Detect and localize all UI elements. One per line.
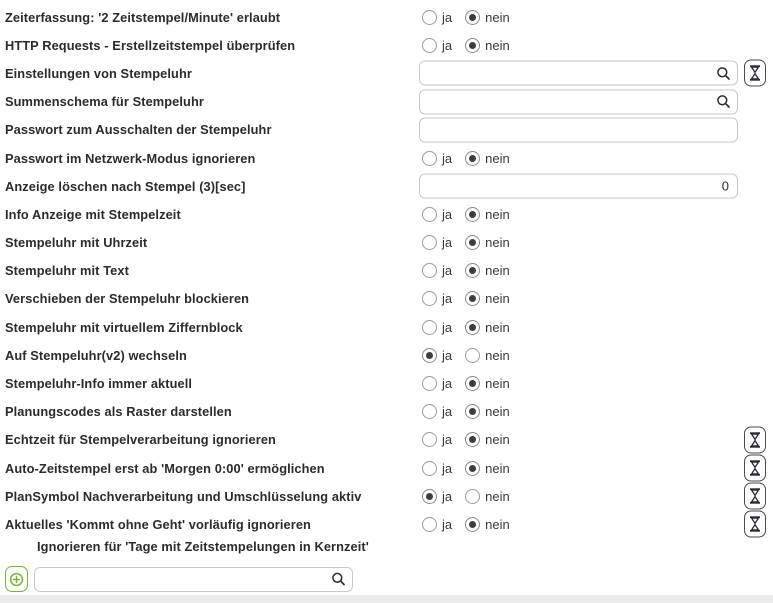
radio-ja-label[interactable]: ja bbox=[442, 347, 453, 363]
radio-ja[interactable] bbox=[422, 151, 437, 166]
settings-row bbox=[0, 398, 773, 426]
lookup-field bbox=[419, 89, 738, 114]
password-field bbox=[419, 117, 738, 142]
hourglass-icon bbox=[748, 65, 762, 82]
radio-ja-label[interactable]: ja bbox=[442, 37, 453, 53]
footer-lookup-field bbox=[34, 567, 353, 592]
setting-label: HTTP Requests - Erstellzeitstempel überprüfen bbox=[5, 37, 296, 53]
radio-nein-label[interactable]: nein bbox=[485, 404, 510, 420]
radio-ja[interactable] bbox=[422, 432, 437, 447]
number-field bbox=[419, 174, 738, 199]
settings-row bbox=[0, 313, 773, 341]
radio-ja[interactable] bbox=[422, 320, 437, 335]
search-icon[interactable] bbox=[716, 94, 731, 109]
hourglass-icon bbox=[748, 431, 762, 448]
radio-ja-label[interactable]: ja bbox=[442, 206, 453, 222]
footer-label-row bbox=[0, 539, 773, 555]
hourglass-icon bbox=[748, 516, 762, 533]
radio-nein[interactable] bbox=[465, 235, 480, 250]
radio-ja[interactable] bbox=[422, 517, 437, 532]
radio-ja-label[interactable]: ja bbox=[442, 488, 453, 504]
radio-nein[interactable] bbox=[465, 263, 480, 278]
radio-group bbox=[422, 489, 510, 504]
password-input[interactable] bbox=[420, 118, 737, 141]
settings-row bbox=[0, 229, 773, 257]
settings-row bbox=[0, 200, 773, 228]
radio-nein-label[interactable]: nein bbox=[485, 150, 510, 166]
radio-group bbox=[422, 235, 510, 250]
settings-row bbox=[0, 482, 773, 510]
radio-nein[interactable] bbox=[465, 38, 480, 53]
setting-label: Echtzeit für Stempelverarbeitung ignorieren bbox=[5, 432, 276, 448]
radio-ja[interactable] bbox=[422, 404, 437, 419]
radio-nein[interactable] bbox=[465, 10, 480, 25]
radio-group bbox=[422, 263, 510, 278]
radio-group bbox=[422, 376, 510, 391]
radio-nein[interactable] bbox=[465, 404, 480, 419]
setting-label: Stempeluhr-Info immer aktuell bbox=[5, 376, 193, 392]
radio-ja-label[interactable]: ja bbox=[442, 263, 453, 279]
radio-group bbox=[422, 348, 510, 363]
footer-lookup-input[interactable] bbox=[35, 568, 352, 591]
radio-nein-label[interactable]: nein bbox=[485, 516, 510, 532]
radio-nein[interactable] bbox=[465, 320, 480, 335]
radio-group bbox=[422, 320, 510, 335]
setting-label: Stempeluhr mit Uhrzeit bbox=[5, 235, 148, 251]
setting-label: Verschieben der Stempeluhr blockieren bbox=[5, 291, 250, 307]
setting-label: Stempeluhr mit Text bbox=[5, 263, 129, 279]
setting-label: Zeiterfassung: '2 Zeitstempel/Minute' erlaubt bbox=[5, 9, 281, 25]
search-icon[interactable] bbox=[716, 66, 731, 81]
radio-nein[interactable] bbox=[465, 151, 480, 166]
hourglass-button[interactable] bbox=[744, 60, 766, 87]
setting-label: Planungscodes als Raster darstellen bbox=[5, 404, 232, 420]
radio-nein-label[interactable]: nein bbox=[485, 376, 510, 392]
radio-ja[interactable] bbox=[422, 235, 437, 250]
bottom-divider bbox=[0, 595, 773, 603]
radio-ja-label[interactable]: ja bbox=[442, 404, 453, 420]
radio-nein[interactable] bbox=[465, 376, 480, 391]
radio-nein[interactable] bbox=[465, 489, 480, 504]
setting-label: PlanSymbol Nachverarbeitung und Umschlüsselung aktiv bbox=[5, 488, 362, 504]
radio-ja[interactable] bbox=[422, 348, 437, 363]
setting-label: Aktuelles 'Kommt ohne Geht' vorläufig ignorieren bbox=[5, 516, 311, 532]
setting-label: Stempeluhr mit virtuellem Ziffernblock bbox=[5, 319, 243, 335]
number-input[interactable] bbox=[420, 175, 737, 198]
radio-ja[interactable] bbox=[422, 461, 437, 476]
radio-ja[interactable] bbox=[422, 376, 437, 391]
radio-nein-label[interactable]: nein bbox=[485, 206, 510, 222]
radio-nein-label[interactable]: nein bbox=[485, 291, 510, 307]
hourglass-button[interactable] bbox=[744, 455, 766, 482]
settings-row bbox=[0, 369, 773, 397]
setting-label: Auto-Zeitstempel erst ab 'Morgen 0:00' ermöglichen bbox=[5, 460, 325, 476]
settings-row bbox=[0, 88, 773, 116]
hourglass-button[interactable] bbox=[744, 426, 766, 453]
lookup-input[interactable] bbox=[420, 90, 737, 113]
hourglass-icon bbox=[748, 488, 762, 505]
radio-ja[interactable] bbox=[422, 10, 437, 25]
radio-ja[interactable] bbox=[422, 291, 437, 306]
setting-label: Anzeige löschen nach Stempel (3)[sec] bbox=[5, 178, 246, 194]
radio-ja[interactable] bbox=[422, 38, 437, 53]
radio-group bbox=[422, 517, 510, 532]
radio-nein[interactable] bbox=[465, 291, 480, 306]
radio-nein-label[interactable]: nein bbox=[485, 9, 510, 25]
hourglass-icon bbox=[748, 460, 762, 477]
radio-nein[interactable] bbox=[465, 348, 480, 363]
hourglass-button[interactable] bbox=[744, 483, 766, 510]
lookup-input[interactable] bbox=[420, 62, 737, 85]
lookup-field bbox=[419, 61, 738, 86]
radio-ja-label[interactable]: ja bbox=[442, 291, 453, 307]
settings-row bbox=[0, 144, 773, 172]
setting-label: Passwort im Netzwerk-Modus ignorieren bbox=[5, 150, 256, 166]
radio-nein[interactable] bbox=[465, 461, 480, 476]
setting-label: Info Anzeige mit Stempelzeit bbox=[5, 206, 181, 222]
settings-row bbox=[0, 116, 773, 144]
radio-nein-label[interactable]: nein bbox=[485, 488, 510, 504]
radio-ja-label[interactable]: ja bbox=[442, 319, 453, 335]
radio-ja[interactable] bbox=[422, 263, 437, 278]
settings-row bbox=[0, 454, 773, 482]
settings-row bbox=[0, 341, 773, 369]
radio-group bbox=[422, 207, 510, 222]
radio-group bbox=[422, 38, 510, 53]
settings-row bbox=[0, 285, 773, 313]
search-icon[interactable] bbox=[331, 572, 346, 587]
radio-ja-label[interactable]: ja bbox=[442, 376, 453, 392]
radio-ja-label[interactable]: ja bbox=[442, 516, 453, 532]
radio-nein-label[interactable]: nein bbox=[485, 460, 510, 476]
radio-nein[interactable] bbox=[465, 517, 480, 532]
footer-label: Ignorieren für 'Tage mit Zeitstempelungen in Kernzeit' bbox=[37, 539, 369, 555]
settings-row bbox=[0, 31, 773, 59]
footer-controls bbox=[0, 566, 773, 593]
radio-ja-label[interactable]: ja bbox=[442, 9, 453, 25]
radio-group bbox=[422, 10, 510, 25]
radio-nein[interactable] bbox=[465, 207, 480, 222]
radio-nein-label[interactable]: nein bbox=[485, 235, 510, 251]
settings-row bbox=[0, 59, 773, 87]
radio-group bbox=[422, 151, 510, 166]
settings-row bbox=[0, 172, 773, 200]
setting-label: Auf Stempeluhr(v2) wechseln bbox=[5, 347, 187, 363]
add-button[interactable] bbox=[5, 566, 28, 592]
radio-nein-label[interactable]: nein bbox=[485, 263, 510, 279]
settings-row bbox=[0, 426, 773, 454]
radio-nein[interactable] bbox=[465, 432, 480, 447]
radio-ja-label[interactable]: ja bbox=[442, 150, 453, 166]
radio-group bbox=[422, 432, 510, 447]
circled-plus-icon bbox=[9, 572, 24, 587]
settings-row bbox=[0, 510, 773, 538]
radio-ja[interactable] bbox=[422, 489, 437, 504]
settings-row bbox=[0, 3, 773, 31]
setting-label: Einstellungen von Stempeluhr bbox=[5, 65, 192, 81]
setting-label: Summenschema für Stempeluhr bbox=[5, 94, 204, 110]
radio-group bbox=[422, 291, 510, 306]
hourglass-button[interactable] bbox=[744, 511, 766, 538]
radio-ja-label[interactable]: ja bbox=[442, 432, 453, 448]
radio-nein-label[interactable]: nein bbox=[485, 347, 510, 363]
settings-row bbox=[0, 257, 773, 285]
radio-ja-label[interactable]: ja bbox=[442, 235, 453, 251]
radio-ja-label[interactable]: ja bbox=[442, 460, 453, 476]
radio-nein-label[interactable]: nein bbox=[485, 319, 510, 335]
radio-nein-label[interactable]: nein bbox=[485, 432, 510, 448]
radio-nein-label[interactable]: nein bbox=[485, 37, 510, 53]
radio-ja[interactable] bbox=[422, 207, 437, 222]
radio-group bbox=[422, 404, 510, 419]
radio-group bbox=[422, 461, 510, 476]
setting-label: Passwort zum Ausschalten der Stempeluhr bbox=[5, 122, 272, 138]
